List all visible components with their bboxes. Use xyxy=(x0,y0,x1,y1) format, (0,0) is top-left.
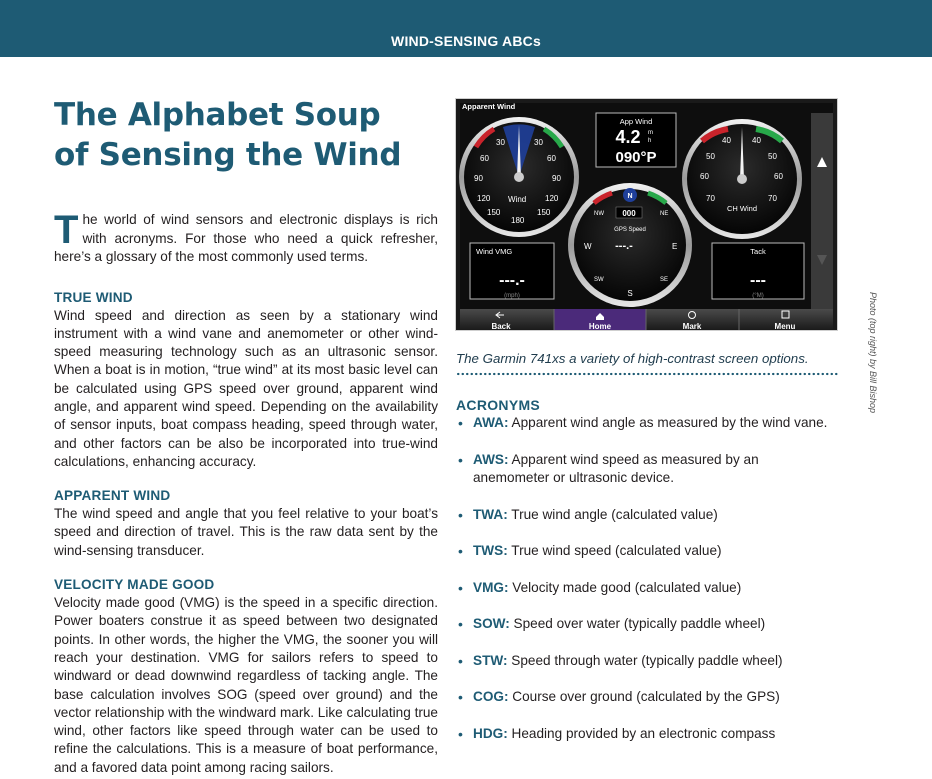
gauge-tick: 50 xyxy=(706,152,715,161)
gauge-tick: 60 xyxy=(700,172,709,181)
acronym-definition: Apparent wind speed as measured by an anemometer or ultrasonic device. xyxy=(473,451,759,485)
intro-paragraph xyxy=(54,208,438,267)
acronym-definition: Speed through water (typically paddle wheel) xyxy=(507,652,783,668)
home-label: Home xyxy=(588,322,612,330)
banner-title: WIND-SENSING ABCs xyxy=(391,33,541,49)
tack-panel xyxy=(712,243,804,299)
acronym-term: HDG: xyxy=(473,725,508,741)
chartplotter-display xyxy=(456,99,837,330)
acronym-item xyxy=(456,542,836,561)
app-wind-angle: 090°P xyxy=(615,149,657,166)
apparent-wind-gauge xyxy=(459,117,579,237)
gauge-tick: 40 xyxy=(722,136,731,145)
wind-vmg-panel xyxy=(470,243,554,299)
acronym-item xyxy=(456,579,836,598)
vmg-value: ---.- xyxy=(499,272,525,289)
dotted-divider xyxy=(456,372,838,376)
compass-cardinal: NW xyxy=(594,211,604,217)
compass-cardinal: E xyxy=(672,242,678,251)
garmin-screen-photo xyxy=(455,98,838,331)
acronym-definition: True wind angle (calculated value) xyxy=(507,506,718,522)
gauge-tick: 150 xyxy=(487,208,501,217)
section-true-wind xyxy=(54,289,438,472)
gauge-tick: 50 xyxy=(768,152,777,161)
gauge-tick: 70 xyxy=(706,194,715,203)
photo-credit: Photo (top right) by Bill Bishop xyxy=(868,292,878,414)
app-wind-unit-bottom: h xyxy=(648,138,652,144)
menu-label: Menu xyxy=(774,322,796,330)
section-body: The wind speed and angle that you feel relative to your boat’s speed and direction of travel. This is the raw data sent by the wind-sensing transducer. xyxy=(54,506,438,558)
acronym-term: SOW: xyxy=(473,616,510,631)
article-title-line2: of Sensing the Wind xyxy=(54,137,402,173)
gauge-label: Wind xyxy=(508,195,527,204)
section-body: Wind speed and direction as seen by a stationary wind instrument with a wind vane and anemometer or other wind-speed measuring technology such as an ultrasonic sensor. When a boat is in motion, “true wind” at its most basic level can be calculated using GPS speed over ground, apparent wind angle, and apparent wind speed. Depending on the availability of sensor inputs, boat compass heading, speed through water, and other factors can be also be incorporated into true-wind calculations, enhancing accuracy. xyxy=(54,307,438,469)
acronym-item xyxy=(456,506,836,525)
acronym-item xyxy=(456,652,836,671)
gauge-tick: 150 xyxy=(537,208,551,217)
acronym-definition: Apparent wind angle as measured by the wind vane. xyxy=(508,415,828,430)
acronym-term: VMG: xyxy=(473,579,509,595)
compass-cardinal: SW xyxy=(594,277,604,283)
vmg-title: Wind VMG xyxy=(476,247,513,256)
drop-cap: T xyxy=(54,208,79,252)
app-wind-speed: 4.2 xyxy=(615,127,641,147)
acronym-item xyxy=(456,414,836,433)
tack-title: Tack xyxy=(750,247,766,256)
app-wind-title: App Wind xyxy=(619,117,653,126)
acronym-item xyxy=(456,615,836,634)
acronym-term: TWA: xyxy=(473,506,508,522)
gauge-tick: 90 xyxy=(474,174,483,183)
compass-cardinal: S xyxy=(627,289,633,298)
compass-heading: 000 xyxy=(622,209,636,218)
acronym-definition: Heading provided by an electronic compass xyxy=(507,725,776,741)
gauge-label: CH Wind xyxy=(726,204,758,213)
acronym-term: STW: xyxy=(473,652,508,668)
compass-cardinal: NE xyxy=(660,211,669,217)
article-column xyxy=(54,95,438,777)
section-banner xyxy=(0,0,932,57)
acronym-term: AWA: xyxy=(473,415,509,430)
gauge-tick: 40 xyxy=(752,136,761,145)
figure-caption: The Garmin 741xs a variety of high-contrast screen options. xyxy=(456,351,809,366)
section-apparent-wind xyxy=(54,487,438,560)
tack-value: --- xyxy=(750,272,766,289)
gps-speed-compass xyxy=(568,183,692,307)
gauge-tick: 180 xyxy=(511,216,525,225)
acronym-term: TWS: xyxy=(473,543,508,558)
close-hauled-wind-gauge xyxy=(682,119,802,239)
acronym-item xyxy=(456,725,836,744)
acronym-definition: Course over ground (calculated by the GPS) xyxy=(508,689,780,704)
screen-scrollbar[interactable] xyxy=(811,113,833,309)
back-label: Back xyxy=(491,322,511,330)
acronyms-box xyxy=(456,396,836,743)
gauge-tick: 120 xyxy=(545,194,559,203)
section-body: Velocity made good (VMG) is the speed in a specific direction. Power boaters construe it as speed between two designated points. In other words, the higher the VMG, the sooner you will reach your destination. VMG for sailors refers to speed to windward or dead downwind regardless of tacking angle. The base calculation involves SOG (speed over ground) and the vector relationship with the windward mark. Like calculating true wind, other factors like speed through water can be used to refine the calculations. This is a measure of boat performance, and a favored data point among racing sailors. xyxy=(54,595,438,775)
gauge-tick: 90 xyxy=(552,174,561,183)
acronyms-list xyxy=(456,414,836,743)
gps-speed-label: GPS Speed xyxy=(614,227,646,233)
gauge-tick: 120 xyxy=(477,194,491,203)
article-title-line1: The Alphabet Soup xyxy=(54,97,381,133)
section-heading: VELOCITY MADE GOOD xyxy=(54,577,215,593)
gauge-tick: 30 xyxy=(496,138,505,147)
section-heading: APPARENT WIND xyxy=(54,488,171,504)
gps-speed-value: ---.- xyxy=(615,240,633,252)
compass-cardinal: N xyxy=(627,193,633,200)
compass-cardinal: SE xyxy=(660,277,669,283)
gauge-tick: 60 xyxy=(774,172,783,181)
gauge-tick: 30 xyxy=(534,138,543,147)
intro-text: he world of wind sensors and electronic displays is rich with acronyms. For those who need a quick refresher, here’s a glossary of the most commonly used terms. xyxy=(54,212,438,264)
acronym-definition: Speed over water (typically paddle wheel) xyxy=(509,616,766,631)
app-wind-unit-top: m xyxy=(648,130,653,136)
acronym-item xyxy=(456,451,836,488)
app-wind-panel xyxy=(596,113,676,167)
compass-cardinal: W xyxy=(584,242,592,251)
mark-label: Mark xyxy=(682,322,702,330)
screen-corner-label: Apparent Wind xyxy=(462,102,516,111)
vmg-unit: (mph) xyxy=(504,293,520,299)
acronyms-heading: ACRONYMS xyxy=(456,397,541,413)
tack-unit: (°M) xyxy=(752,293,764,299)
acronym-term: AWS: xyxy=(473,451,509,467)
acronym-item xyxy=(456,688,836,707)
section-heading: TRUE WIND xyxy=(54,289,133,305)
acronym-definition: Velocity made good (calculated value) xyxy=(508,579,742,595)
gauge-tick: 60 xyxy=(547,154,556,163)
gauge-tick: 60 xyxy=(480,154,489,163)
article-title xyxy=(54,95,438,175)
acronym-term: COG: xyxy=(473,689,509,704)
section-velocity-made-good xyxy=(54,576,438,777)
gauge-tick: 70 xyxy=(768,194,777,203)
acronym-definition: True wind speed (calculated value) xyxy=(507,543,722,558)
